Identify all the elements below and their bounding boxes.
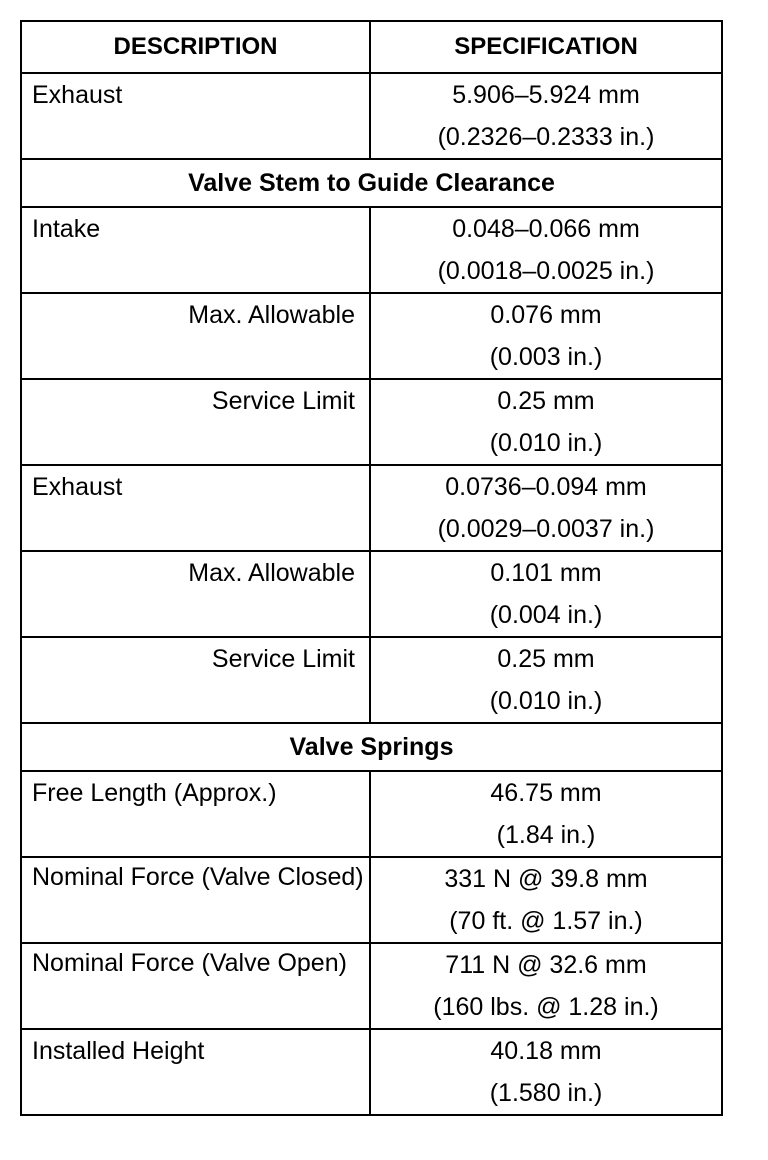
imperial-value: (0.003 in.)	[489, 343, 603, 371]
metric-value: 331 N @ 39.8 mm	[444, 865, 648, 893]
table-row	[21, 73, 722, 159]
metric-value: 0.048–0.066 mm	[452, 215, 640, 243]
metric-value: 46.75 mm	[490, 779, 602, 807]
table-row	[21, 465, 722, 551]
description-text: Exhaust	[32, 81, 123, 109]
section-header-row	[21, 159, 722, 207]
table-row	[21, 1029, 722, 1115]
imperial-value: (160 lbs. @ 1.28 in.)	[433, 993, 659, 1021]
imperial-value: (1.84 in.)	[496, 821, 596, 849]
description-cell	[21, 73, 370, 159]
description-text: Installed Height	[32, 1037, 205, 1065]
description-cell	[21, 771, 370, 857]
specification-cell	[370, 465, 722, 551]
imperial-value: (70 ft. @ 1.57 in.)	[449, 907, 643, 935]
specification-cell	[370, 943, 722, 1029]
specification-cell	[370, 207, 722, 293]
specification-cell	[370, 293, 722, 379]
imperial-value: (0.010 in.)	[489, 687, 603, 715]
table-row	[21, 943, 722, 1029]
description-text: Nominal Force (Valve Open)	[32, 949, 347, 977]
description-cell	[21, 943, 370, 1029]
description-cell	[21, 857, 370, 943]
table-row	[21, 551, 722, 637]
description-cell	[21, 465, 370, 551]
imperial-value: (0.0029–0.0037 in.)	[437, 515, 655, 543]
specification-cell	[370, 379, 722, 465]
description-text: Service Limit	[211, 387, 355, 415]
section-title: Valve Stem to Guide Clearance	[21, 159, 722, 207]
section-title: Valve Springs	[21, 723, 722, 771]
table-row	[21, 771, 722, 857]
description-header: DESCRIPTION	[21, 21, 370, 73]
metric-value: 0.25 mm	[497, 645, 595, 673]
imperial-value: (0.010 in.)	[489, 429, 603, 457]
metric-value: 5.906–5.924 mm	[452, 81, 640, 109]
description-text: Exhaust	[32, 473, 123, 501]
table-body	[21, 73, 722, 1115]
description-text: Nominal Force (Valve Closed)	[32, 863, 364, 891]
specification-cell	[370, 771, 722, 857]
metric-value: 40.18 mm	[490, 1037, 602, 1065]
imperial-value: (0.0018–0.0025 in.)	[437, 257, 655, 285]
table-row	[21, 857, 722, 943]
specification-cell	[370, 637, 722, 723]
table-row	[21, 293, 722, 379]
table-row	[21, 379, 722, 465]
imperial-value: (0.004 in.)	[489, 601, 603, 629]
description-cell	[21, 551, 370, 637]
specification-cell	[370, 857, 722, 943]
imperial-value: (0.2326–0.2333 in.)	[437, 123, 655, 151]
description-cell	[21, 637, 370, 723]
specification-cell	[370, 551, 722, 637]
description-cell	[21, 379, 370, 465]
metric-value: 0.25 mm	[497, 387, 595, 415]
table-row	[21, 207, 722, 293]
description-cell	[21, 207, 370, 293]
specification-header: SPECIFICATION	[370, 21, 722, 73]
metric-value: 0.076 mm	[490, 301, 602, 329]
specification-cell	[370, 1029, 722, 1115]
section-header-row	[21, 723, 722, 771]
description-text: Service Limit	[211, 645, 355, 673]
specification-table	[20, 20, 723, 1116]
metric-value: 0.0736–0.094 mm	[445, 473, 647, 501]
metric-value: 0.101 mm	[490, 559, 602, 587]
description-text: Intake	[32, 215, 101, 243]
description-text: Max. Allowable	[188, 301, 355, 329]
specification-cell	[370, 73, 722, 159]
table-header-row	[21, 21, 722, 73]
description-text: Free Length (Approx.)	[32, 779, 277, 807]
table-row	[21, 637, 722, 723]
metric-value: 711 N @ 32.6 mm	[445, 951, 647, 979]
description-text: Max. Allowable	[188, 559, 355, 587]
description-cell	[21, 293, 370, 379]
imperial-value: (1.580 in.)	[489, 1079, 603, 1107]
description-cell	[21, 1029, 370, 1115]
